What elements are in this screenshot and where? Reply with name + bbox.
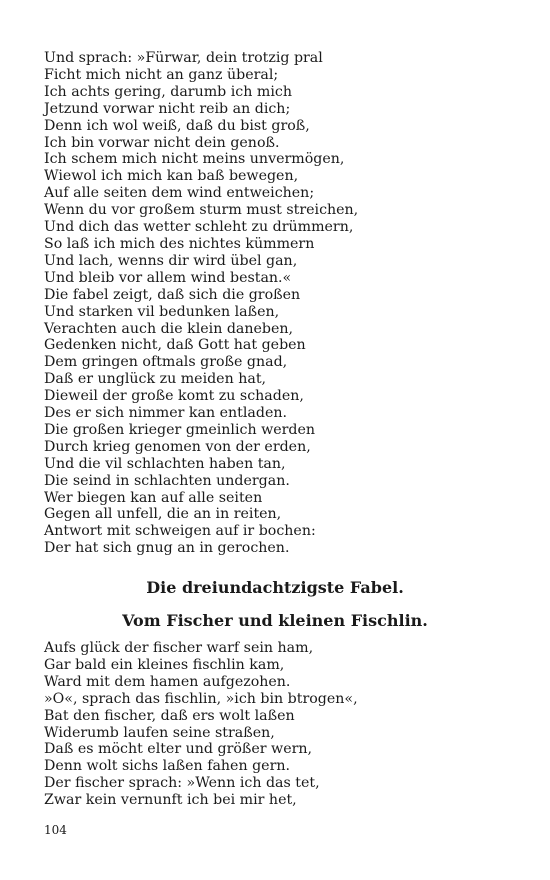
poem-line: Denn wolt sichs laßen fahen gern.	[44, 758, 290, 775]
poem-line: Dieweil der große komt zu schaden,	[44, 388, 304, 405]
poem-line: Daß es möcht elter und größer wern,	[44, 741, 313, 758]
poem-line: Wer biegen kan auf alle seiten	[44, 489, 263, 506]
poem-line: Bat den fischer, daß ers wolt laßen	[44, 707, 295, 724]
page-number: 104	[44, 823, 67, 837]
fable-title: Die dreiundachtzigste Fabel.	[146, 578, 404, 597]
poem-line: Der fischer sprach: »Wenn ich das tet,	[44, 775, 320, 792]
poem-line: Und starken vil bedunken laßen,	[44, 303, 280, 320]
poem-line: »O«, sprach das fischlin, »ich bin btrogen«,	[44, 690, 358, 707]
poem-line: So laß ich mich des nichtes kümmern	[44, 235, 315, 252]
poem-line: Aufs glück der fischer warf sein ham,	[44, 640, 314, 656]
poem-line: Dem gringen oftmals große gnad,	[44, 354, 288, 371]
poem-line: Und lach, wenns dir wird übel gan,	[44, 252, 298, 269]
poem-line: Ficht mich nicht an ganz überal;	[44, 66, 279, 83]
poem-line: Die großen krieger gmeinlich werden	[44, 421, 316, 438]
poem-line: Wiewol ich mich kan baß bewegen,	[44, 168, 299, 185]
poem-line: Ich schem mich nicht meins unvermögen,	[44, 151, 345, 168]
poem-line: Jetzund vorwar nicht reib an dich;	[44, 100, 291, 117]
poem-line: Und dich das wetter schleht zu drümmern,	[44, 219, 354, 236]
poem-line: Die fabel zeigt, daß sich die großen	[44, 286, 301, 303]
poem-line: Und bleib vor allem wind bestan.«	[44, 269, 292, 286]
poem-line: Und die vil schlachten haben tan,	[44, 455, 286, 472]
poem-line: Widerumb laufen seine straßen,	[44, 724, 275, 741]
poem-stanza-1	[44, 50, 514, 557]
poem-line: Und sprach: »Fürwar, dein trotzig pral	[44, 50, 323, 66]
poem-line: Gar bald ein kleines fischlin kam,	[44, 656, 285, 673]
poem-line: Denn ich wol weiß, daß du bist groß,	[44, 117, 310, 134]
poem-line: Zwar kein vernunft ich bei mir het,	[44, 792, 297, 809]
poem-line: Wenn du vor großem sturm must streichen,	[44, 202, 359, 219]
poem-line: Antwort mit schweigen auf ir bochen:	[44, 523, 316, 540]
poem-line: Verachten auch die klein daneben,	[44, 320, 294, 337]
poem-line: Gedenken nicht, daß Gott hat geben	[44, 337, 306, 354]
poem-line: Ich achts gering, darumb ich mich	[44, 83, 292, 100]
fable-subtitle: Vom Fischer und kleinen Fischlin.	[122, 611, 428, 630]
poem-line: Ich bin vorwar nicht dein genoß.	[44, 134, 280, 151]
poem-line: Gegen all unfell, die an in reiten,	[44, 506, 282, 523]
poem-line: Die seind in schlachten undergan.	[44, 472, 290, 489]
poem-line: Ward mit dem hamen aufgezohen.	[44, 673, 291, 690]
poem-line: Der hat sich gnug an in gerochen.	[44, 540, 290, 557]
poem-line: Auf alle seiten dem wind entweichen;	[44, 185, 315, 202]
poem-line: Daß er unglück zu meiden hat,	[44, 371, 267, 388]
poem-line: Durch krieg genomen von der erden,	[44, 438, 311, 455]
poem-stanza-2	[44, 640, 514, 809]
poem-line: Des er sich nimmer kan entladen.	[44, 405, 287, 422]
